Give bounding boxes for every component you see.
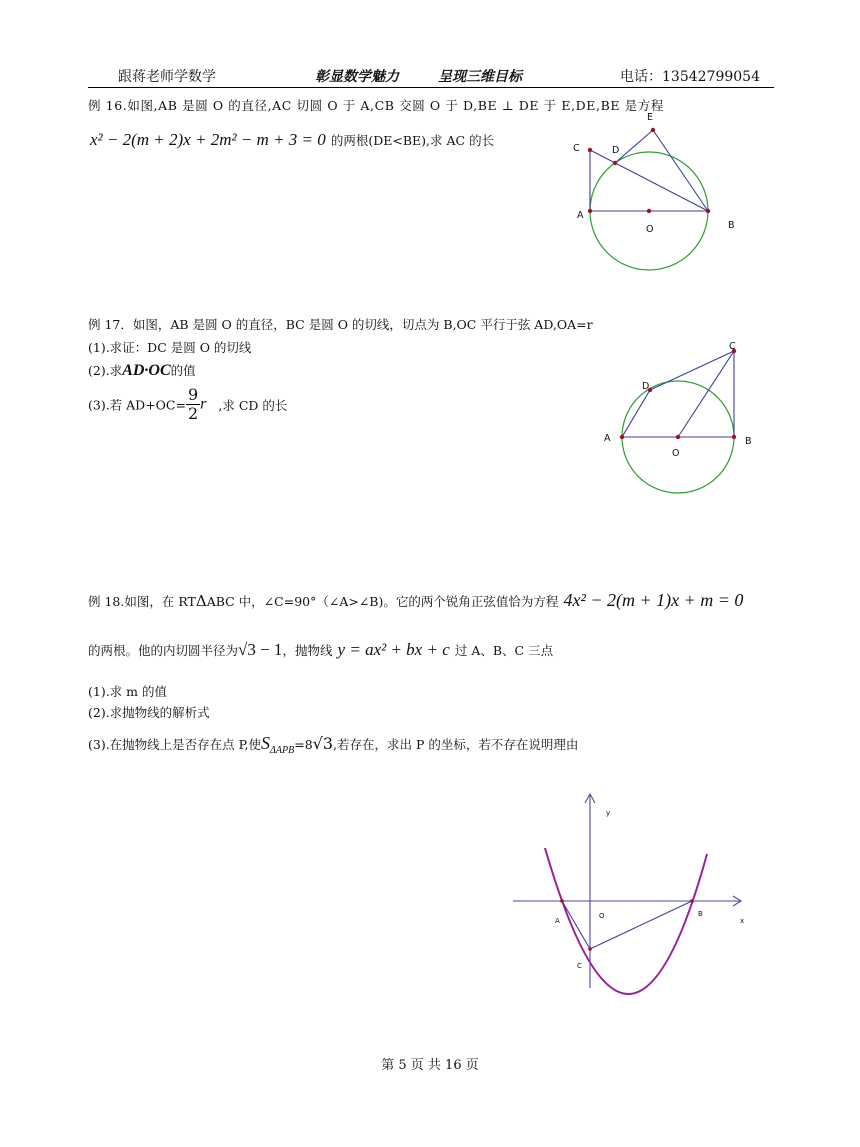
ex17-q3-num: 9 bbox=[187, 385, 199, 404]
ex17-q2 bbox=[88, 360, 196, 380]
ex16-label-C: C bbox=[573, 143, 580, 154]
ex18-label-A: A bbox=[555, 917, 560, 925]
ex18-line2-prefix: 的两根。他的内切圆半径为 bbox=[88, 643, 239, 658]
ex18-q3-sub: ΔAPB bbox=[270, 745, 295, 757]
ex18-line1-prefix: 例 18.如图，在 RT bbox=[88, 594, 196, 609]
header-left: 跟蒋老师学数学 bbox=[118, 69, 216, 85]
ex16-label-O: O bbox=[646, 224, 654, 235]
ex17-q2-prefix: (2).求 bbox=[88, 363, 123, 378]
ex17-q2-math: AD·OC bbox=[122, 362, 171, 379]
ex18-radius: √3 − 1 bbox=[238, 640, 283, 659]
ex16-label-A: A bbox=[577, 210, 584, 221]
ex18-label-x: x bbox=[740, 917, 745, 925]
ex18-parabola: y = ax² + bx + c bbox=[337, 640, 450, 659]
ex18-figure bbox=[505, 790, 755, 995]
ex16-equation: x² − 2(m + 2)x + 2m² − m + 3 = 0 bbox=[90, 130, 326, 149]
ex17-label-C: C bbox=[729, 341, 736, 352]
ex16-label-E: E bbox=[647, 112, 654, 123]
ex17-q1: (1).求证：DC 是圆 O 的切线 bbox=[88, 340, 252, 355]
ex18-line1-mid: ABC 中，∠C=90°（∠A>∠B)。它的两个锐角正弦值恰为方程 bbox=[206, 594, 559, 609]
ex16-label-D: D bbox=[612, 145, 620, 156]
ex17-q3-den: 2 bbox=[187, 404, 199, 423]
ex17-figure bbox=[590, 335, 770, 500]
ex16-line1: 例 16.如图,AB 是圆 O 的直径,AC 切圆 O 于 A,CB 交圆 O 于 D,BE ⊥ DE 于 E,DE,BE 是方程 bbox=[88, 98, 664, 113]
ex18-q3-suffix: ,若存在，求出 P 的坐标，若不存在说明理由 bbox=[333, 737, 579, 752]
ex18-label-B: B bbox=[698, 910, 703, 918]
ex17-q3 bbox=[88, 386, 287, 423]
ex17-line1: 例 17．如图，AB 是圆 O 的直径，BC 是圆 O 的切线，切点为 B,OC 平行于弦 AD,OA=r bbox=[88, 317, 593, 332]
ex18-q3 bbox=[88, 733, 578, 756]
ex18-q2: (2).求抛物线的解析式 bbox=[88, 705, 210, 720]
ex16-line2-rest: 的两根(DE<BE),求 AC 的长 bbox=[330, 133, 495, 148]
header-right: 电话：13542799054 bbox=[620, 69, 760, 85]
ex17-q3-prefix: (3).若 AD+OC= bbox=[88, 397, 186, 413]
ex18-label-C: C bbox=[577, 962, 582, 970]
ex18-q3-prefix: (3).在抛物线上是否存在点 P,使 bbox=[88, 737, 262, 752]
ex18-q3-root: √3 bbox=[312, 734, 334, 753]
ex18-delta: Δ bbox=[195, 592, 207, 610]
ex17-q2-suffix: 的值 bbox=[170, 363, 196, 378]
ex16-figure bbox=[560, 105, 760, 280]
ex17-q3-fraction bbox=[186, 386, 200, 423]
ex18-label-y: y bbox=[606, 809, 611, 817]
ex18-line2-mid: ，抛物线 bbox=[282, 643, 333, 658]
ex17-label-B: B bbox=[745, 436, 752, 447]
header-center-b: 呈现三维目标 bbox=[438, 69, 522, 85]
header-center-a: 彰显数学魅力 bbox=[315, 69, 399, 85]
ex17-q3-var: r bbox=[200, 395, 207, 413]
page-footer: 第 5 页 共 16 页 bbox=[381, 1058, 479, 1073]
ex17-label-A: A bbox=[604, 433, 611, 444]
ex17-label-D: D bbox=[642, 381, 650, 392]
ex18-line1 bbox=[88, 590, 743, 611]
ex18-q3-S: S bbox=[261, 733, 271, 753]
ex18-line2 bbox=[88, 640, 553, 660]
ex17-q3-suffix: ,求 CD 的长 bbox=[218, 397, 288, 413]
ex18-equation1: 4x² − 2(m + 1)x + m = 0 bbox=[563, 590, 744, 610]
ex18-q3-eq: =8 bbox=[294, 737, 313, 752]
ex17-label-O: O bbox=[672, 448, 680, 459]
header-rule bbox=[88, 87, 774, 88]
ex18-label-O: O bbox=[599, 912, 605, 920]
ex16-label-B: B bbox=[728, 220, 735, 231]
ex18-q1: (1).求 m 的值 bbox=[88, 684, 167, 699]
ex16-line2 bbox=[90, 130, 494, 150]
ex18-parabola-curve bbox=[545, 848, 707, 994]
ex18-line2-suffix: 过 A、B、C 三点 bbox=[454, 643, 554, 658]
